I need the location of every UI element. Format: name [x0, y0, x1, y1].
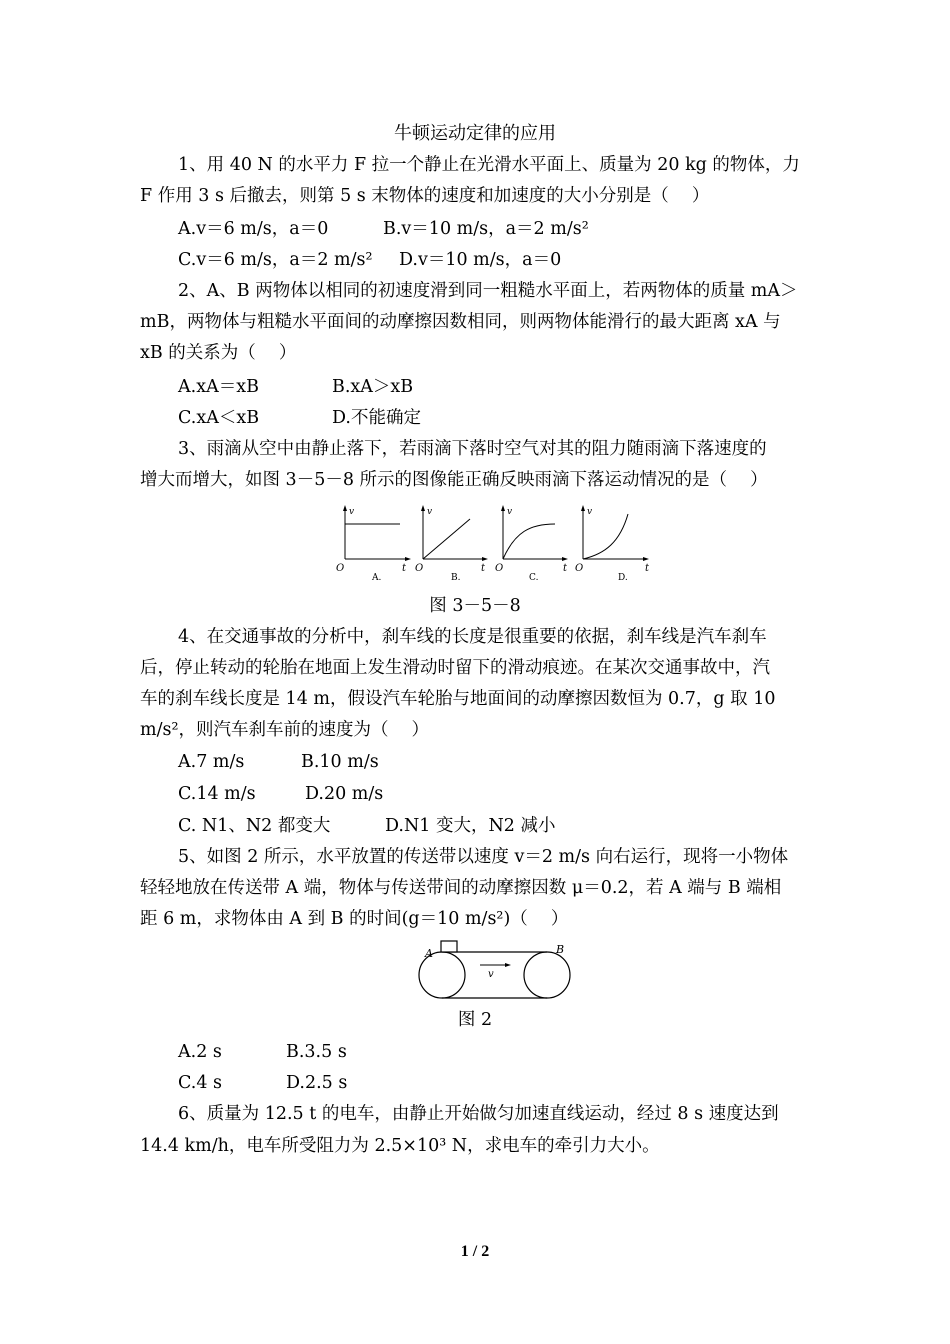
graph-d-t-label: t	[645, 563, 650, 574]
q5-options-row-1	[178, 1040, 347, 1064]
q1-option-c: C.v＝6 m/s，a＝2 m/s²	[178, 250, 373, 270]
q5-option-a: A.2 s	[178, 1042, 222, 1062]
q4-extra-option-d: D.N1 变大，N2 减小	[385, 816, 556, 836]
q4-options-row-1	[178, 750, 379, 774]
q4-option-c: C.14 m/s	[178, 784, 256, 804]
graph-a-origin: O	[336, 563, 345, 574]
q5-line-2: 轻轻地放在传送带 A 端，物体与传送带间的动摩擦因数 μ＝0.2，若 A 端与 B 端相	[140, 878, 782, 898]
q4-line-1: 4、在交通事故的分析中，刹车线的长度是很重要的依据，刹车线是汽车刹车	[178, 627, 767, 647]
q2-option-c: C.xA＜xB	[178, 408, 260, 428]
graph-a-label: A.	[372, 573, 382, 583]
graph-c-origin: O	[495, 563, 504, 574]
q2-line-2: mB，两物体与粗糙水平面间的动摩擦因数相同，则两物体能滑行的最大距离 xA 与	[140, 312, 781, 332]
graph-b-origin: O	[415, 563, 424, 574]
graph-c-label: C.	[529, 573, 539, 583]
page-title: 牛顿运动定律的应用	[394, 123, 556, 144]
q2-line-1: 2、A、B 两物体以相同的初速度滑到同一粗糙水平面上，若两物体的质量 mA＞	[178, 281, 798, 301]
q2-option-a: A.xA＝xB	[178, 377, 259, 397]
q6-line-2: 14.4 km/h，电车所受阻力为 2.5×10³ N，求电车的牵引力大小。	[140, 1136, 660, 1156]
graph-a-v-label: v	[349, 507, 355, 517]
q5-figure-caption: 图 2	[457, 1010, 493, 1030]
page-number: 1 / 2	[460, 1243, 490, 1260]
q5-line-3: 距 6 m，求物体由 A 到 B 的时间(g＝10 m/s²)（ ）	[140, 909, 569, 929]
q1-line-1: 1、用 40 N 的水平力 F 拉一个静止在光滑水平面上、质量为 20 kg 的物体，力	[178, 155, 800, 175]
q5-line-1: 5、如图 2 所示，水平放置的传送带以速度 v＝2 m/s 向右运行，现将一小物体	[178, 847, 789, 867]
q3-line-1: 3、雨滴从空中由静止落下，若雨滴下落时空气对其的阻力随雨滴下落速度的	[178, 439, 767, 459]
graph-d	[575, 505, 650, 583]
q1-option-b: B.v＝10 m/s，a＝2 m/s²	[383, 219, 589, 239]
graph-a	[336, 505, 411, 583]
q4-extra-option-c: C. N1、N2 都变大	[178, 816, 331, 836]
q1-option-a: A.v＝6 m/s，a＝0	[178, 219, 329, 239]
q4-option-a: A.7 m/s	[178, 752, 245, 772]
belt-label-v: v	[488, 969, 494, 980]
q5-option-b: B.3.5 s	[286, 1042, 347, 1062]
q5-options-row-2	[178, 1071, 347, 1095]
q4-options-row-3	[178, 814, 556, 838]
q5-option-c: C.4 s	[178, 1073, 223, 1093]
graph-b-t-label: t	[481, 563, 486, 574]
graph-b	[415, 505, 488, 583]
q4-line-2: 后，停止转动的轮胎在地面上发生滑动时留下的滑动痕迹。在某次交通事故中，汽	[140, 658, 770, 678]
graph-a-t-label: t	[402, 563, 407, 574]
q1-line-2: F 作用 3 s 后撤去，则第 5 s 末物体的速度和加速度的大小分别是（ ）	[140, 186, 710, 206]
q4-options-row-2	[178, 782, 383, 806]
belt-label-a: A	[425, 947, 433, 960]
q4-option-d: D.20 m/s	[305, 784, 384, 804]
q1-options-row-2	[178, 248, 561, 272]
graph-c-v-label: v	[507, 507, 513, 517]
q2-line-3: xB 的关系为（ ）	[140, 343, 297, 363]
q5-option-d: D.2.5 s	[286, 1073, 348, 1093]
graph-d-label: D.	[618, 573, 628, 583]
q2-option-b: B.xA＞xB	[332, 377, 414, 397]
q4-option-b: B.10 m/s	[301, 752, 379, 772]
graph-b-label: B.	[451, 573, 461, 583]
q2-option-d: D.不能确定	[332, 408, 421, 428]
q4-line-3: 车的刹车线长度是 14 m，假设汽车轮胎与地面间的动摩擦因数恒为 0.7，g 取 10	[140, 689, 776, 709]
belt-label-b: B	[556, 943, 565, 956]
q1-option-d: D.v＝10 m/s，a＝0	[399, 250, 562, 270]
conveyor-belt-figure	[415, 937, 575, 1001]
graph-c	[495, 505, 568, 583]
q1-options-row-1	[178, 217, 589, 241]
q3-line-2: 增大而增大，如图 3－5－8 所示的图像能正确反映雨滴下落运动情况的是（ ）	[140, 470, 768, 490]
graph-b-v-label: v	[427, 507, 433, 517]
q3-graphs-figure	[330, 502, 660, 588]
graph-d-origin: O	[575, 563, 584, 574]
block	[441, 941, 457, 952]
q2-options-row-1	[178, 375, 413, 399]
q2-options-row-2	[178, 406, 421, 430]
q6-line-1: 6、质量为 12.5 t 的电车，由静止开始做匀加速直线运动，经过 8 s 速度达到	[178, 1104, 779, 1124]
q4-line-4: m/s²，则汽车刹车前的速度为（ ）	[140, 720, 430, 740]
graph-d-v-label: v	[587, 507, 593, 517]
graph-c-t-label: t	[563, 563, 568, 574]
q3-figure-caption: 图 3－5－8	[429, 596, 521, 616]
